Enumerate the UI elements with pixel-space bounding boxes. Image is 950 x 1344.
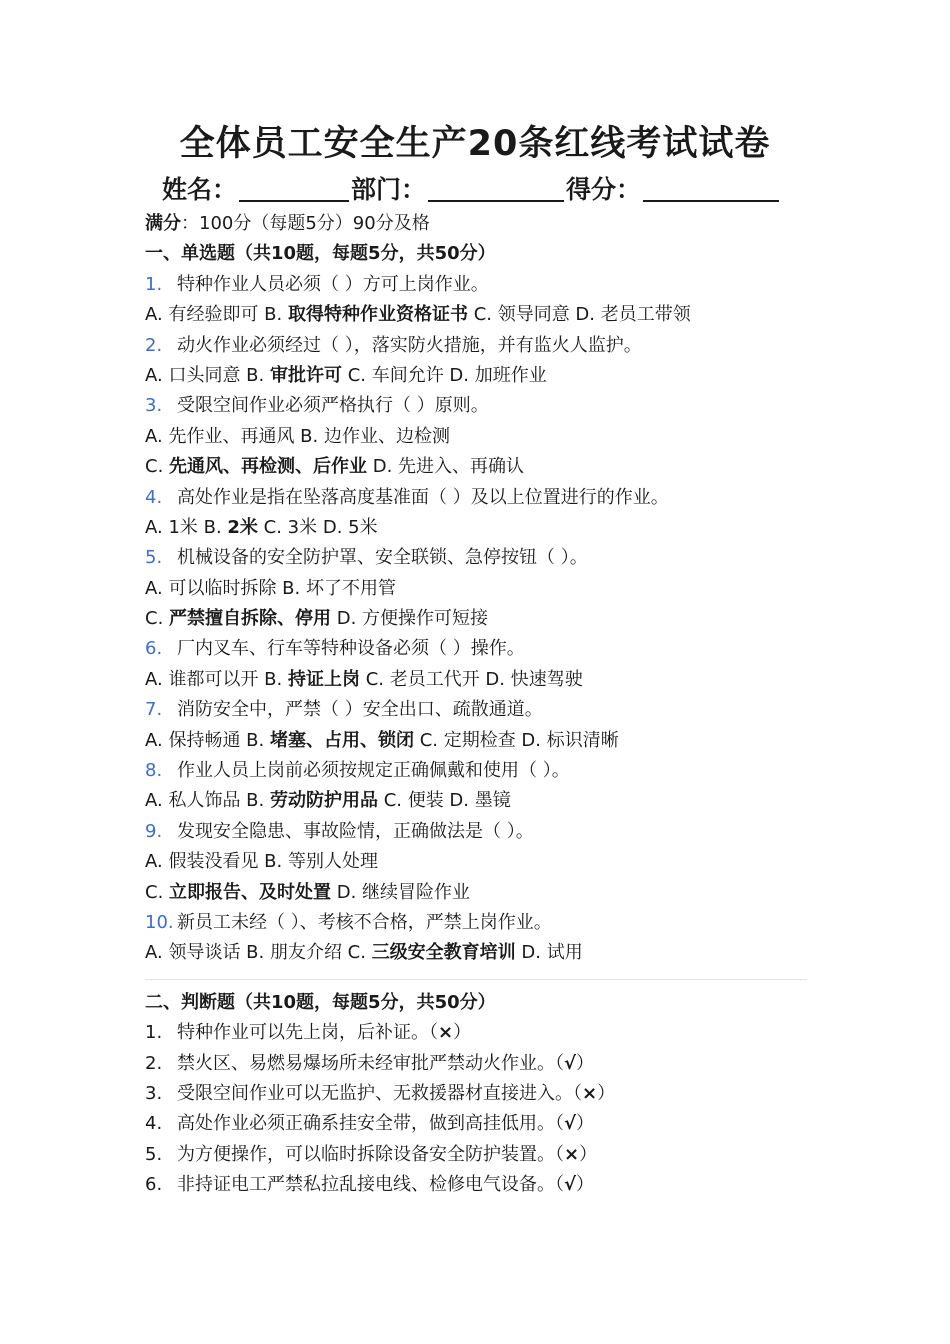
info-line	[162, 170, 781, 206]
question-text: 厂内叉车、行车等特种设备必须（ ）操作。	[177, 638, 525, 660]
judgement-item	[145, 1018, 810, 1048]
question-number: 3.	[145, 395, 163, 417]
options-post: D. 试用	[515, 942, 583, 964]
score-note	[145, 209, 810, 239]
section2-heading: 二、判断题（共10题，每题5分，共50分）	[145, 991, 496, 1013]
options-pre: A. 谁都可以开 B.	[145, 668, 288, 690]
options-post: D. 继续冒险作业	[331, 881, 471, 903]
options-post: D. 方便操作可短接	[331, 608, 489, 630]
single-choice-list	[145, 270, 810, 969]
question-text: 特种作业人员必须（ ）方可上岗作业。	[177, 273, 489, 295]
item-text: 高处作业必须正确系挂安全带，做到高挂低用。（	[177, 1113, 564, 1135]
question-number: 2.	[145, 334, 163, 356]
options-pre: C.	[145, 881, 170, 903]
question-line	[145, 483, 810, 513]
options-post: C. 3米 D. 5米	[257, 516, 378, 538]
section-divider	[145, 979, 807, 980]
options-line	[145, 604, 810, 634]
options-pre: A. 可以临时拆除 B. 坏了不用管	[145, 577, 396, 599]
question-number: 8.	[145, 760, 163, 782]
question-line	[145, 756, 810, 786]
score-note-rest: ：100分（每题5分）90分及格	[181, 213, 430, 234]
options-pre: A. 先作业、再通风 B. 边作业、边检测	[145, 425, 450, 447]
item-number: 1.	[145, 1022, 163, 1044]
question-line	[145, 634, 810, 664]
question-text: 机械设备的安全防护罩、安全联锁、急停按钮（ ）。	[177, 547, 588, 569]
question-text: 高处作业是指在坠落高度基准面（ ）及以上位置进行的作业。	[177, 486, 669, 508]
options-post: C. 便装 D. 墨镜	[377, 790, 511, 812]
question-number: 5.	[145, 547, 163, 569]
question-number: 9.	[145, 820, 163, 842]
options-line	[145, 513, 810, 543]
item-text: 特种作业可以先上岗，后补证。（	[177, 1022, 438, 1044]
dept-label: 部门：	[351, 175, 427, 204]
question-line	[145, 908, 810, 938]
question-number: 10.	[145, 911, 174, 933]
name-blank[interactable]	[239, 174, 349, 202]
correct-answer: 审批许可	[269, 364, 342, 386]
correct-answer: 严禁擅自拆除、停用	[169, 608, 332, 630]
options-pre: A. 领导谈话 B. 朋友介绍 C.	[145, 942, 372, 964]
question-number: 1.	[145, 273, 163, 295]
score-note-bold: 满分	[145, 213, 181, 234]
options-line	[145, 726, 810, 756]
page-title: 全体员工安全生产20条红线考试试卷	[179, 124, 771, 164]
score-blank[interactable]	[643, 174, 779, 202]
answer-mark: ×	[582, 1082, 598, 1104]
options-pre: C.	[145, 608, 170, 630]
options-line	[145, 847, 810, 877]
options-pre: A. 口头同意 B.	[145, 364, 270, 386]
options-line	[145, 574, 810, 604]
answer-mark: ×	[438, 1022, 454, 1044]
score-label: 得分：	[566, 175, 642, 204]
item-close: ）	[579, 1143, 598, 1165]
name-label: 姓名：	[162, 175, 238, 204]
item-number: 6.	[145, 1174, 163, 1196]
item-close: ）	[576, 1113, 595, 1135]
options-pre: A. 私人饰品 B.	[145, 790, 270, 812]
exam-content	[145, 209, 810, 1201]
question-line	[145, 817, 810, 847]
options-line	[145, 878, 810, 908]
item-close: ）	[576, 1052, 595, 1074]
options-post: C. 车间允许 D. 加班作业	[341, 364, 547, 386]
correct-answer: 堵塞、占用、锁闭	[269, 729, 414, 751]
question-number: 4.	[145, 486, 163, 508]
item-number: 4.	[145, 1113, 163, 1135]
judgement-item	[145, 1170, 810, 1200]
options-line	[145, 361, 810, 391]
dept-blank[interactable]	[428, 174, 564, 202]
correct-answer: 持证上岗	[287, 668, 360, 690]
answer-mark: √	[564, 1052, 577, 1074]
item-number: 2.	[145, 1052, 163, 1074]
item-number: 5.	[145, 1143, 163, 1165]
judgement-item	[145, 1140, 810, 1170]
answer-mark: √	[564, 1113, 577, 1135]
item-text: 为方便操作，可以临时拆除设备安全防护装置。（	[177, 1143, 564, 1165]
item-close: ）	[597, 1082, 616, 1104]
judgement-item	[145, 1109, 810, 1139]
correct-answer: 立即报告、及时处置	[169, 881, 332, 903]
question-number: 6.	[145, 638, 163, 660]
question-text: 作业人员上岗前必须按规定正确佩戴和使用（ ）。	[177, 760, 570, 782]
judgement-item	[145, 1049, 810, 1079]
options-line	[145, 786, 810, 816]
question-line	[145, 695, 810, 725]
options-post: D. 先进入、再确认	[367, 456, 525, 478]
correct-answer: 2米	[227, 516, 258, 538]
options-line	[145, 452, 810, 482]
correct-answer: 三级安全教育培训	[371, 942, 516, 964]
correct-answer: 劳动防护用品	[269, 790, 378, 812]
options-pre: C.	[145, 456, 170, 478]
correct-answer: 取得特种作业资格证书	[287, 304, 468, 326]
judgement-item	[145, 1079, 810, 1109]
options-line	[145, 300, 810, 330]
question-line	[145, 270, 810, 300]
question-line	[145, 543, 810, 573]
options-post: C. 领导同意 D. 老员工带领	[467, 304, 691, 326]
options-pre: A. 假装没看见 B. 等别人处理	[145, 851, 378, 873]
options-post: C. 定期检查 D. 标识清晰	[413, 729, 619, 751]
options-line	[145, 938, 810, 968]
item-text: 非持证电工严禁私拉乱接电线、检修电气设备。（	[177, 1174, 564, 1196]
options-pre: A. 保持畅通 B.	[145, 729, 270, 751]
question-text: 消防安全中，严禁（ ）安全出口、疏散通道。	[177, 699, 543, 721]
question-line	[145, 331, 810, 361]
item-close: ）	[453, 1022, 472, 1044]
correct-answer: 先通风、再检测、后作业	[169, 456, 368, 478]
question-text: 受限空间作业必须严格执行（ ）原则。	[177, 395, 489, 417]
options-pre: A. 1米 B.	[145, 516, 228, 538]
answer-mark: ×	[564, 1143, 580, 1165]
true-false-list	[145, 1018, 810, 1200]
question-text: 发现安全隐患、事故险情，正确做法是（ ）。	[177, 820, 534, 842]
options-line	[145, 665, 810, 695]
item-text: 受限空间作业可以无监护、无救援器材直接进入。（	[177, 1082, 582, 1104]
options-post: C. 老员工代开 D. 快速驾驶	[359, 668, 583, 690]
question-line	[145, 391, 810, 421]
question-text: 新员工未经（ ）、考核不合格，严禁上岗作业。	[177, 911, 552, 933]
options-line	[145, 422, 810, 452]
question-text: 动火作业必须经过（ ），落实防火措施，并有监火人监护。	[177, 334, 642, 356]
item-close: ）	[576, 1174, 595, 1196]
item-number: 3.	[145, 1082, 163, 1104]
section1-heading: 一、单选题（共10题，每题5分，共50分）	[145, 243, 496, 265]
answer-mark: √	[564, 1174, 577, 1196]
question-number: 7.	[145, 699, 163, 721]
options-pre: A. 有经验即可 B.	[145, 304, 288, 326]
item-text: 禁火区、易燃易爆场所未经审批严禁动火作业。（	[177, 1052, 564, 1074]
